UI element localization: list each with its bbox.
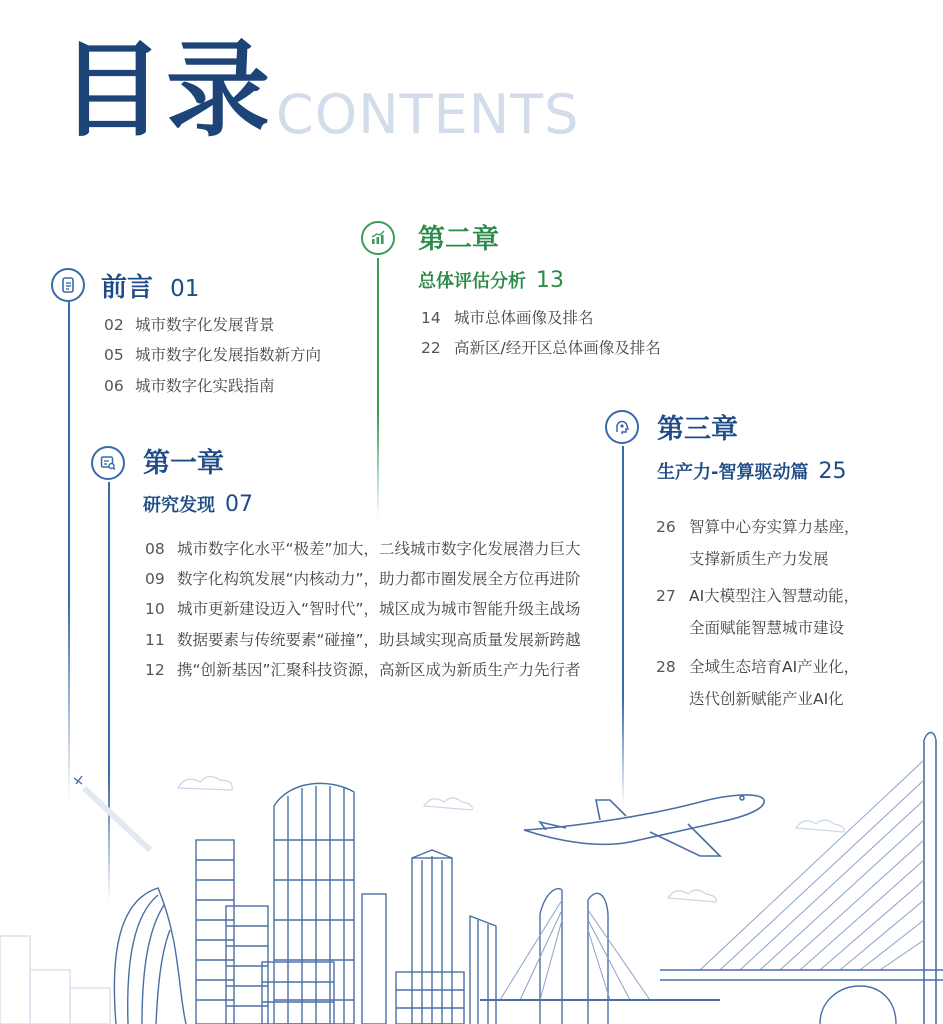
chapter1-title[interactable]: 第一章 — [143, 448, 224, 479]
toc-item[interactable] — [656, 580, 859, 644]
toc-item-text: 智算中心夯实算力基座， — [689, 518, 860, 536]
toc-item-text: 数字化构筑发展“内核动力”，助力都市圈发展全方位再进阶 — [177, 570, 581, 588]
chapter2-page: 13 — [536, 268, 564, 293]
chapter3-page: 25 — [818, 459, 847, 484]
toc-item-page: 05 — [104, 346, 124, 364]
toc-item-page: 06 — [104, 377, 124, 395]
preface-title: 前言 — [101, 273, 154, 303]
toc-item-text: 城市更新建设迈入“智时代”，城区成为城市智能升级主战场 — [177, 600, 581, 618]
toc-item-text: AI大模型注入智慧动能， — [689, 587, 860, 605]
chapter2-subtitle[interactable] — [418, 270, 564, 292]
document-icon — [51, 268, 85, 302]
chapter1-subtitle[interactable] — [143, 494, 253, 516]
toc-item-page: 02 — [104, 316, 124, 334]
toc-item-text: 全域生态培育AI产业化， — [689, 658, 860, 676]
toc-item-page: 26 — [656, 518, 676, 536]
toc-item-page: 28 — [656, 658, 676, 676]
toc-item-text: 高新区/经开区总体画像及排名 — [454, 339, 661, 357]
toc-item-text: 携“创新基因”汇聚科技资源，高新区成为新质生产力先行者 — [177, 661, 581, 679]
chapter1-page: 07 — [225, 492, 253, 517]
toc-item[interactable] — [145, 602, 581, 618]
toc-item-text-line2: 全面赋能智慧城市建设 — [689, 619, 845, 637]
chapter1-subtitle-text: 研究发现 — [143, 495, 215, 516]
toc-item-text: 城市数字化水平“极差”加大，二线城市数字化发展潜力巨大 — [177, 540, 581, 558]
toc-item[interactable] — [145, 542, 581, 558]
toc-item-text: 城市数字化实践指南 — [135, 377, 275, 395]
chapter2-subtitle-text: 总体评估分析 — [418, 271, 526, 292]
page-title: 目录 — [60, 29, 273, 151]
chapter3-subtitle-text: 生产力-智算驱动篇 — [657, 462, 809, 483]
toc-item[interactable] — [145, 663, 581, 679]
toc-item-page: 09 — [145, 570, 165, 588]
toc-item-page: 10 — [145, 600, 165, 618]
preface-page: 01 — [170, 276, 200, 302]
toc-item-page: 12 — [145, 661, 165, 679]
page-title-english: CONTENTS — [276, 83, 580, 146]
preface-heading[interactable] — [101, 275, 199, 301]
research-icon — [91, 446, 125, 480]
airplane-icon — [74, 776, 82, 784]
toc-item-text-line2: 支撑新质生产力发展 — [689, 550, 829, 568]
chapter3-title[interactable]: 第三章 — [657, 414, 738, 445]
toc-item-page: 22 — [421, 339, 441, 357]
toc-item-page: 14 — [421, 309, 441, 327]
chart-icon — [361, 221, 395, 255]
toc-item[interactable] — [104, 318, 275, 334]
chapter2-title[interactable]: 第二章 — [418, 224, 499, 255]
toc-item-page: 08 — [145, 540, 165, 558]
toc-item[interactable] — [421, 341, 661, 357]
toc-item[interactable] — [656, 511, 860, 575]
toc-item-text-line2: 迭代创新赋能产业AI化 — [689, 690, 844, 708]
toc-item[interactable] — [421, 311, 594, 327]
toc-item[interactable] — [145, 572, 581, 588]
toc-item[interactable] — [145, 633, 581, 649]
toc-item-text: 城市数字化发展指数新方向 — [135, 346, 322, 364]
airplane-icon — [524, 795, 764, 856]
city-skyline-illustration — [0, 700, 943, 1024]
toc-item-page: 11 — [145, 631, 165, 649]
toc-item-text: 城市数字化发展背景 — [135, 316, 275, 334]
toc-item[interactable] — [104, 379, 275, 395]
toc-item-page: 27 — [656, 587, 676, 605]
chapter3-subtitle[interactable] — [657, 461, 846, 483]
toc-item[interactable] — [104, 348, 321, 364]
toc-item-text: 城市总体画像及排名 — [454, 309, 594, 327]
ai-head-icon — [605, 410, 639, 444]
toc-item-text: 数据要素与传统要素“碰撞”，助县域实现高质量发展新跨越 — [177, 631, 581, 649]
timeline-line-chapter2 — [377, 258, 379, 518]
